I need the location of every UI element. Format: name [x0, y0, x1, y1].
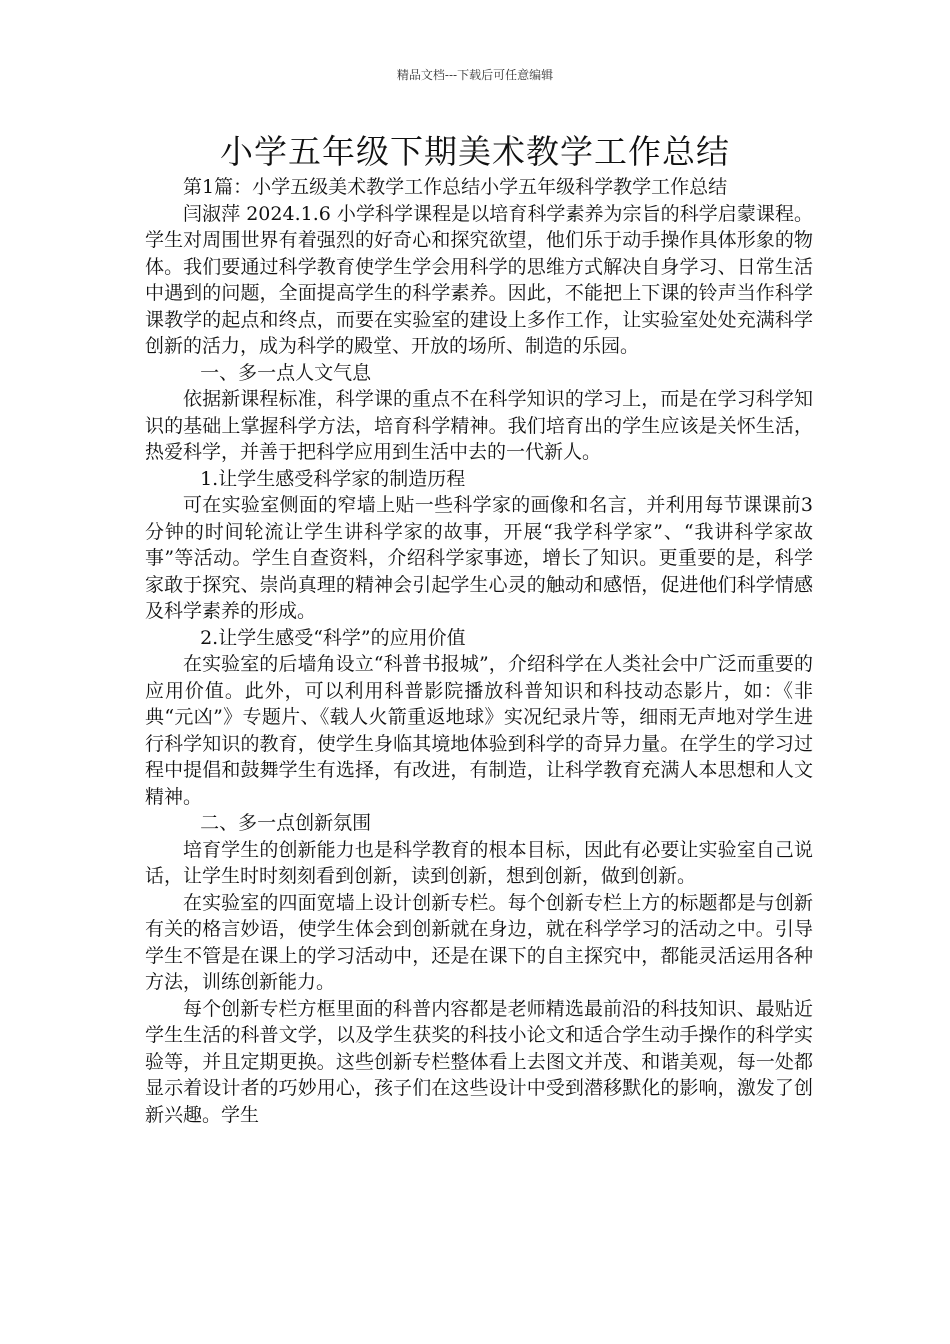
document-title: 小学五年级下期美术教学工作总结	[220, 132, 730, 171]
header-note: 精品文档---下载后可任意编辑	[396, 68, 554, 82]
paragraph: 培育学生的创新能力也是科学教育的根本目标，因此有必要让实验室自己说话，让学生时时刻刻看到创新，读到创新，想到创新，做到创新。	[145, 838, 813, 887]
section-heading: 一、多一点人文气息	[200, 361, 372, 384]
paragraph: 在实验室的后墙角设立“科普书报城”，介绍科学在人类社会中广泛而重要的应用价值。此外，可以利用科普影院播放科普知识和科技动态影片，如：《非典“元凶”》专题片、《载人火箭重返地球》实况纪录片等，细雨无声地对学生进行科学知识的教育，使学生身临其境地体验到科学的奇异力量。在学生的学习过程中提倡和鼓舞学生有选择，有改进，有制造，让科学教育充满人本思想和人文精神。	[145, 653, 813, 808]
document-body	[145, 174, 813, 1128]
paragraph: 依据新课程标准，科学课的重点不在科学知识的学习上，而是在学习科学知识的基础上掌握科学方法，培育科学精神。我们培育出的学生应该是关怀生活，热爱科学，并善于把科学应用到生活中去的一代新人。	[145, 388, 813, 463]
paragraph: 可在实验室侧面的窄墙上贴一些科学家的画像和名言，并利用每节课课前3分钟的时间轮流让学生讲科学家的故事，开展“我学科学家”、“我讲科学家故事”等活动。学生自查资料，介绍科学家事迹，增长了知识。更重要的是，科学家敢于探究、崇尚真理的精神会引起学生心灵的触动和感悟，促进他们科学情感及科学素养的形成。	[145, 494, 813, 622]
paragraph: 闫淑萍 2024.1.6 小学科学课程是以培育科学素养为宗旨的科学启蒙课程。学生对周围世界有着强烈的好奇心和探究欲望，他们乐于动手操作具体形象的物体。我们要通过科学教育使学生学会用科学的思维方式解决自身学习、日常生活中遇到的问题，全面提高学生的科学素养。因此，不能把上下课的铃声当作科学课教学的起点和终点，而要在实验室的建设上多作工作，让实验室处处充满科学创新的活力，成为科学的殿堂、开放的场所、制造的乐园。	[145, 202, 813, 357]
subsection-heading: 1.让学生感受科学家的制造历程	[200, 467, 466, 490]
paragraph: 在实验室的四面宽墙上设计创新专栏。每个创新专栏上方的标题都是与创新有关的格言妙语，使学生体会到创新就在身边，就在科学学习的活动之中。引导学生不管是在课上的学习活动中，还是在课下的自主探究中，都能灵活运用各种方法，训练创新能力。	[145, 891, 813, 993]
section-heading: 二、多一点创新氛围	[200, 812, 372, 834]
paragraph: 每个创新专栏方框里面的科普内容都是老师精选最前沿的科技知识、最贴近学生生活的科普文学，以及学生获奖的科技小论文和适合学生动手操作的科学实验等，并且定期更换。这些创新专栏整体看上去图文并茂、和谐美观，每一处都显示着设计者的巧妙用心，孩子们在这些设计中受到潜移默化的影响，激发了创新兴趣。学生	[145, 997, 813, 1126]
paragraph-intro: 第1篇：小学五级美术教学工作总结小学五年级科学教学工作总结	[183, 176, 728, 198]
subsection-heading: 2.让学生感受“科学”的应用价值	[200, 626, 466, 649]
